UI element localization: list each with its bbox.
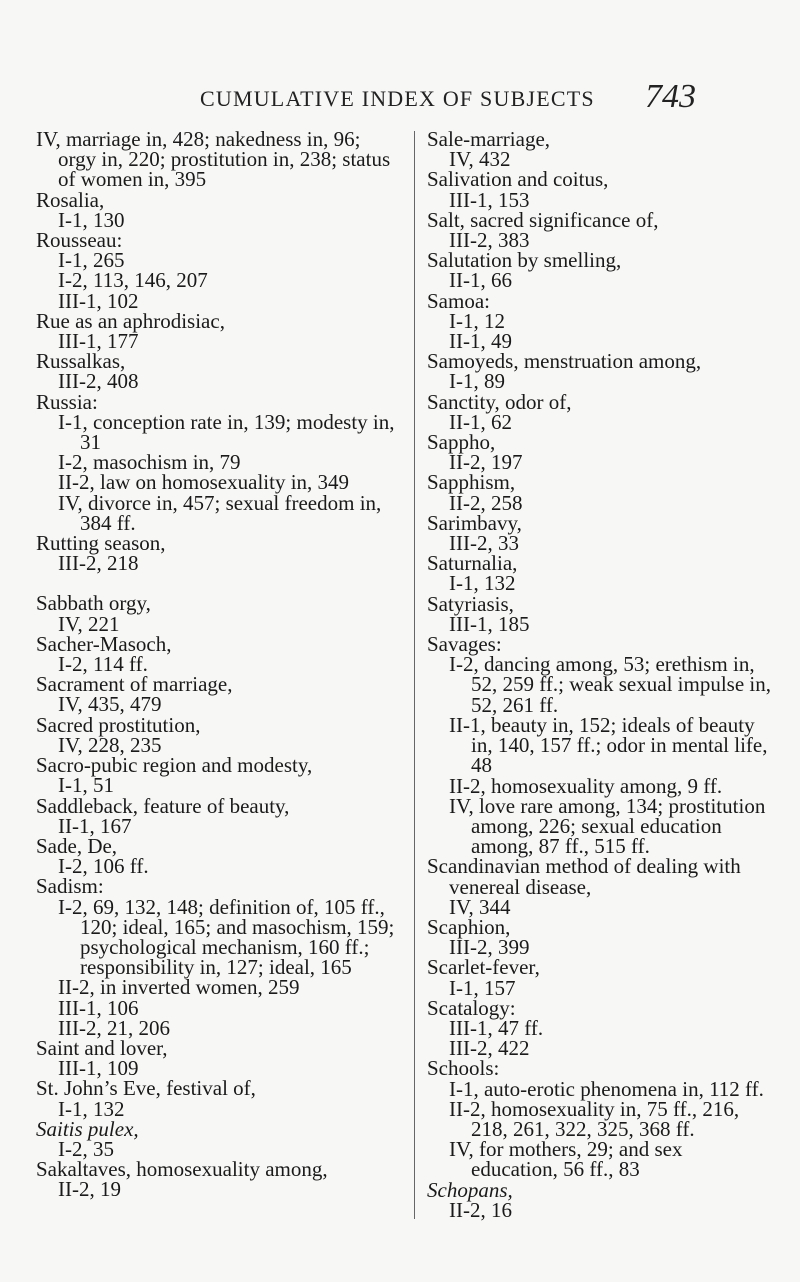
index-entry-reference: I-1, conception rate in, 139; modesty in, 31 [58,409,395,455]
index-entry-reference: IV, 432 [449,147,511,172]
index-entry-heading: St. John’s Eve, festival of, [36,1076,256,1101]
index-entry-reference: I-2, 106 ff. [58,854,149,879]
index-entry-reference: I-1, 265 [58,248,125,273]
index-entry-heading: Sapphism, [427,470,516,495]
index-entry-reference: III-2, 383 [449,228,530,253]
index-entry-reference: II-2, law on homosexuality in, 349 [58,470,350,495]
index-entry-reference: I-2, 114 ff. [58,652,148,677]
index-entry-reference: II-1, 167 [58,813,132,838]
index-entry-reference: III-2, 33 [449,531,519,556]
index-entry-reference: II-2, in inverted women, 259 [58,975,300,1000]
index-entry-heading: Saint and lover, [36,1035,168,1060]
index-entry-heading: Sabbath orgy, [36,591,151,616]
index-entry-reference: IV, 228, 235 [58,732,162,757]
index-entry-reference: II-2, homosexuality among, 9 ff. [449,773,723,798]
page-header [0,0,800,130]
index-entry-reference: III-1, 153 [449,187,530,212]
index-entry-reference: IV, 435, 479 [58,692,162,717]
index-entry-reference: I-1, 130 [58,207,125,232]
index-entry-heading: Sarimbavy, [427,510,522,535]
index-entry-reference: III-1, 47 ff. [449,1015,544,1040]
index-entry-reference: I-2, 113, 146, 207 [58,268,208,293]
index-entry-heading: Scaphion, [427,914,511,939]
index-entry-reference: II-2, 16 [449,1197,512,1222]
section-gap [36,573,396,593]
index-entry-heading: Sadism: [36,874,104,899]
index-entry-reference: I-2, masochism in, 79 [58,450,241,475]
index-entry-reference: II-1, 49 [449,329,512,354]
index-entry-reference: I-1, 12 [449,308,505,333]
index-entry-reference: II-2, 197 [449,450,523,475]
index-entry-reference: III-1, 185 [449,611,530,636]
index-column-right [427,129,772,1220]
index-entry-reference: II-1, 62 [449,409,512,434]
index-entry-heading: Scarlet-fever, [427,955,540,980]
index-entry-heading: Salivation and coitus, [427,167,609,192]
index-entry-reference: I-2, 69, 132, 148; definition of, 105 ff., 120; ideal, 165; and masochism, 159; psychological mechanism, 160 ff.; responsibility in, 127; ideal, 165 [58,894,395,980]
index-entry-heading: Sanctity, odor of, [427,389,572,414]
index-entry-reference: IV, for mothers, 29; and sex education, 56 ff., 83 [449,1137,683,1182]
index-column-left [36,129,396,1200]
index-entry-reference: IV, love rare among, 134; prostitution among, 226; sexual education among, 87 ff., 515 ff. [449,793,766,859]
index-entry-heading: Saddleback, feature of beauty, [36,793,290,818]
running-head: CUMULATIVE INDEX OF SUBJECTS [200,86,595,111]
index-entry-heading: Scatalogy: [427,995,516,1020]
index-entry-reference: I-1, 157 [449,975,516,1000]
index-entry-heading: Satyriasis, [427,591,514,616]
index-entry-heading: Sakaltaves, homosexuality among, [36,1157,328,1182]
index-entry-reference: II-1, 66 [449,268,512,293]
index-entry-heading: Samoyeds, menstruation among, [427,349,702,374]
index-entry-reference: III-2, 218 [58,551,139,576]
index-entry-heading: Sacher-Masoch, [36,631,172,656]
index-entry-continuation: IV, marriage in, 428; nakedness in, 96; orgy in, 220; prostitution in, 238; status of women in, 395 [36,127,391,192]
index-entry-reference: IV, divorce in, 457; sexual freedom in, 384 ff. [58,490,382,535]
index-entry-heading: Sappho, [427,430,496,455]
index-entry-reference: II-2, 19 [58,1177,121,1202]
index-entry-heading: Sale-marriage, [427,127,551,151]
index-entry-heading: Salutation by smelling, [427,248,622,273]
index-entry-reference: III-2, 21, 206 [58,1015,170,1040]
index-entry-reference: I-1, 89 [449,369,505,394]
index-entry-reference: IV, 221 [58,611,120,636]
column-divider [414,131,415,1219]
index-entry-heading: Sacro-pubic region and modesty, [36,753,313,778]
index-entry-reference: III-2, 408 [58,369,139,394]
page-number: 743 [645,78,696,115]
index-entry-heading: Salt, sacred significance of, [427,207,659,232]
index-entry-reference: I-1, 132 [58,1096,125,1121]
index-entry-heading: Scandinavian method of dealing with venereal disease, [427,854,741,899]
index-entry-reference: III-2, 399 [449,935,530,960]
index-entry-heading: Samoa: [427,288,490,313]
index-entry-heading: Savages: [427,632,502,657]
index-entry-reference: I-1, 132 [449,571,516,596]
index-entry-reference: II-2, homosexuality in, 75 ff., 216, 218, 261, 322, 325, 368 ff. [449,1096,740,1141]
index-entry-heading: Russalkas, [36,349,126,374]
index-entry-reference: III-1, 102 [58,288,139,313]
index-entry-reference: III-2, 422 [449,1036,530,1061]
index-entry-reference: II-2, 258 [449,490,523,515]
index-entry-heading: Saturnalia, [427,551,518,576]
index-entry-heading: Rousseau: [36,228,123,253]
index-entry-heading: Rosalia, [36,187,105,212]
index-entry-heading: Saitis pulex, [36,1116,139,1141]
index-entry-heading: Sade, De, [36,833,118,858]
index-entry-reference: I-1, 51 [58,773,114,798]
index-entry-heading: Russia: [36,389,98,414]
index-entry-reference: I-2, 35 [58,1136,114,1161]
index-entry-heading: Schopans, [427,1177,513,1202]
index-entry-reference: III-1, 109 [58,1056,139,1081]
index-entry-reference: IV, 344 [449,894,511,919]
index-entry-reference: I-2, dancing among, 53; erethism in, 52, 259 ff.; weak sexual impulse in, 52, 261 ff. [449,652,771,717]
index-entry-reference: III-1, 177 [58,329,139,354]
index-entry-heading: Schools: [427,1056,500,1081]
index-entry-heading: Rutting season, [36,531,166,556]
index-entry-heading: Rue as an aphrodisiac, [36,308,225,333]
index-entry-reference: I-1, auto-erotic phenomena in, 112 ff. [449,1076,764,1101]
index-entry-reference: III-1, 106 [58,995,139,1020]
index-entry-heading: Sacred prostitution, [36,712,201,737]
index-entry-reference: II-1, beauty in, 152; ideals of beauty in, 140, 157 ff.; odor in mental life, 48 [449,712,768,778]
index-entry-heading: Sacrament of marriage, [36,672,233,697]
